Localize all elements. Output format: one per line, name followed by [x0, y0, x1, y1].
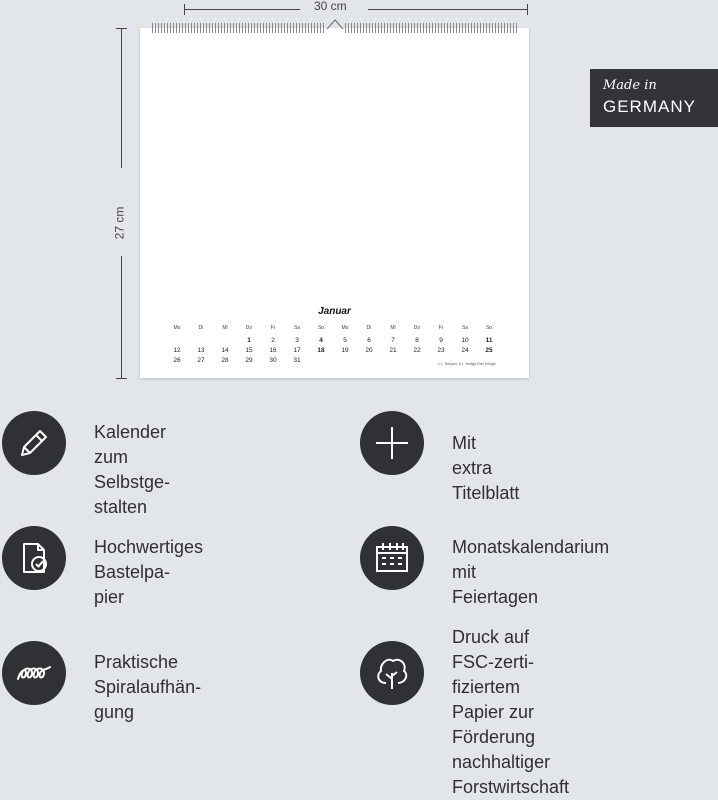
day-cell: 19	[341, 347, 349, 354]
day-cell: 29	[245, 357, 253, 364]
day-cell: 3	[295, 337, 299, 344]
day-cell: 24	[461, 347, 469, 354]
day-cell: 28	[221, 357, 229, 364]
day-cell: 10	[461, 337, 469, 344]
weekday: So	[485, 325, 493, 331]
weekday: Sa	[461, 325, 469, 331]
day-cell: 12	[173, 347, 181, 354]
day-cell: 23	[437, 347, 445, 354]
weekday: Sa	[293, 325, 301, 331]
day-cell: 15	[245, 347, 253, 354]
day-cell: 14	[221, 347, 229, 354]
weekday: Mi	[222, 325, 228, 331]
weekday: Do	[413, 325, 421, 331]
made-in-germany-badge	[590, 69, 718, 127]
height-label: 27 cm	[112, 206, 127, 240]
day-cell: 4	[319, 337, 323, 344]
spiral-icon	[2, 641, 66, 705]
badge-country: GERMANY	[603, 97, 696, 116]
weekday: Fr	[270, 325, 276, 331]
month-title: Januar	[318, 306, 351, 317]
day-cell: 21	[389, 347, 397, 354]
day-cell: 9	[439, 337, 443, 344]
feature-text: Kalender zum Selbstge- stalten	[94, 422, 171, 517]
calendar-icon	[360, 526, 424, 590]
day-cell: 18	[317, 347, 325, 354]
feature-text: Praktische Spiralaufhän- gung	[94, 652, 202, 722]
day-cell: 13	[197, 347, 205, 354]
day-cell: 27	[197, 357, 205, 364]
feature-text: Mit extra Titelblatt	[452, 433, 520, 503]
weekday: Mi	[390, 325, 396, 331]
day-cell: 1	[247, 337, 251, 344]
spiral-binding-right	[345, 23, 517, 33]
day-cell: 5	[343, 337, 347, 344]
day-cell: 25	[485, 347, 493, 354]
tree-icon	[360, 641, 424, 705]
plus-icon	[360, 411, 424, 475]
day-cell: 17	[293, 347, 301, 354]
badge-made-in: Made in	[603, 78, 657, 93]
holiday-note: 1.1. Neujahr, 6.1. Heilige Drei Könige	[438, 362, 496, 366]
feature-text: Druck auf FSC-zerti- fiziertem Papier zur Förderung nachhaltiger Forstwirtschaft	[452, 627, 570, 797]
calendar-preview	[140, 28, 529, 378]
day-cell: 22	[413, 347, 421, 354]
day-cell: 2	[271, 337, 275, 344]
spiral-binding-left	[152, 23, 326, 33]
day-cell: 7	[391, 337, 395, 344]
weekday: Di	[366, 325, 372, 331]
width-label: 30 cm	[314, 0, 347, 13]
day-cell: 26	[173, 357, 181, 364]
width-dimension	[184, 0, 528, 20]
hanger-icon	[326, 18, 344, 30]
weekday: Fr	[438, 325, 444, 331]
weekday: Di	[198, 325, 204, 331]
day-cell: 16	[269, 347, 277, 354]
height-dimension	[112, 28, 132, 378]
day-cell: 6	[367, 337, 371, 344]
feature-text: Monatskalendarium mit Feiertagen	[452, 537, 610, 607]
weekday: So	[317, 325, 325, 331]
paper-check-icon	[2, 526, 66, 590]
pencil-icon	[2, 411, 66, 475]
day-cell: 30	[269, 357, 277, 364]
day-cell: 20	[365, 347, 373, 354]
weekday: Mo	[341, 325, 349, 331]
weekday: Mo	[173, 325, 181, 331]
day-cell: 8	[415, 337, 419, 344]
feature-text: Hochwertiges Bastelpa- pier	[94, 537, 204, 607]
weekday: Do	[245, 325, 253, 331]
day-cell: 11	[485, 337, 493, 344]
day-cell: 31	[293, 357, 301, 364]
